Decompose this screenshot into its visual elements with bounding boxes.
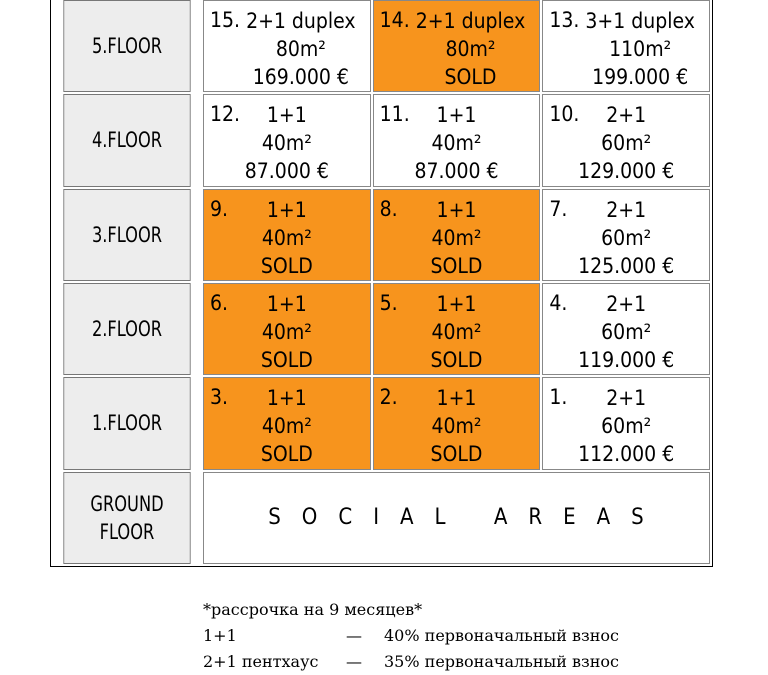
unit-7 — [542, 189, 710, 281]
note-dash: — — [346, 626, 362, 645]
unit-area: 110m² — [609, 37, 672, 61]
unit-number: 3. — [210, 385, 229, 410]
unit-type: 2+1 — [606, 386, 647, 411]
unit-8 — [373, 189, 541, 281]
note-row — [203, 649, 619, 675]
payment-notes — [203, 597, 619, 675]
note-type: 1+1 — [203, 626, 237, 645]
ground-label-line1: GROUND — [90, 491, 164, 516]
unit-price: 87.000 € — [414, 159, 499, 184]
unit-6 — [203, 283, 371, 375]
unit-number: 4. — [549, 291, 568, 315]
unit-number: 7. — [549, 196, 568, 221]
floor-plan-table — [50, 0, 713, 567]
unit-number: 1. — [549, 385, 568, 410]
floor-label-2: 2.FLOOR — [63, 283, 190, 375]
unit-type: 1+1 — [266, 386, 307, 411]
installment-note: *рассрочка на 9 месяцев* — [203, 600, 423, 619]
unit-area: 60m² — [601, 225, 652, 250]
unit-area: 80m² — [445, 37, 496, 61]
floor-label-3: 3.FLOOR — [63, 189, 190, 281]
unit-5 — [373, 283, 541, 375]
unit-type: 1+1 — [436, 386, 477, 411]
unit-area: 40m² — [261, 320, 312, 344]
social-areas: SOCIAL AREAS — [203, 472, 710, 564]
unit-type: 3+1 duplex — [585, 9, 695, 33]
unit-14 — [373, 0, 541, 92]
unit-type: 1+1 — [436, 103, 477, 128]
unit-number: 9. — [210, 196, 229, 221]
unit-type: 2+1 duplex — [246, 9, 356, 33]
unit-price: 112.000 € — [578, 442, 675, 467]
note-dash: — — [346, 652, 362, 671]
unit-status: SOLD — [430, 442, 483, 467]
unit-number: 2. — [379, 385, 398, 410]
unit-10 — [542, 94, 710, 186]
unit-2 — [373, 377, 541, 469]
note-text: 40% первоначальный взнос — [384, 626, 619, 645]
unit-status: SOLD — [430, 348, 483, 372]
unit-price: 129.000 € — [578, 159, 675, 184]
unit-type: 2+1 — [606, 292, 647, 316]
unit-4 — [542, 283, 710, 375]
unit-price: 119.000 € — [578, 348, 675, 372]
unit-type: 2+1 duplex — [415, 9, 526, 33]
floor-label-4: 4.FLOOR — [63, 94, 190, 186]
unit-number: 14. — [379, 8, 410, 32]
unit-area: 40m² — [431, 414, 482, 439]
unit-1 — [542, 377, 710, 469]
unit-12 — [203, 94, 371, 186]
unit-status: SOLD — [260, 442, 313, 467]
unit-area: 40m² — [431, 225, 482, 250]
note-type: 2+1 пентхаус — [203, 652, 319, 671]
unit-status: SOLD — [430, 253, 483, 278]
unit-number: 6. — [210, 291, 229, 315]
unit-price: 125.000 € — [578, 253, 675, 278]
unit-type: 1+1 — [266, 197, 307, 222]
unit-3 — [203, 377, 371, 469]
unit-number: 13. — [549, 8, 580, 32]
unit-price: 87.000 € — [244, 159, 329, 184]
note-row — [203, 623, 619, 649]
unit-area: 40m² — [431, 320, 482, 344]
unit-area: 40m² — [431, 131, 482, 156]
unit-number: 5. — [379, 291, 398, 315]
unit-11 — [373, 94, 541, 186]
unit-status: SOLD — [260, 348, 313, 372]
unit-area: 80m² — [275, 37, 326, 61]
note-text: 35% первоначальный взнос — [384, 652, 619, 671]
unit-price: 169.000 € — [252, 65, 349, 89]
unit-status: SOLD — [260, 253, 313, 278]
unit-price: 199.000 € — [592, 65, 689, 89]
unit-area: 60m² — [601, 131, 652, 156]
unit-type: 2+1 — [606, 103, 647, 128]
unit-number: 11. — [379, 102, 410, 127]
unit-number: 8. — [379, 196, 398, 221]
floor-label-5: 5.FLOOR — [63, 0, 190, 92]
unit-type: 1+1 — [436, 292, 477, 316]
unit-type: 1+1 — [266, 103, 307, 128]
unit-area: 60m² — [601, 320, 652, 344]
floor-label-1: 1.FLOOR — [63, 377, 190, 469]
unit-9 — [203, 189, 371, 281]
ground-label-line2: FLOOR — [99, 519, 155, 544]
unit-number: 12. — [210, 102, 241, 127]
unit-type: 1+1 — [436, 197, 477, 222]
unit-number: 10. — [549, 102, 580, 127]
floor-label-ground — [63, 472, 190, 564]
unit-type: 2+1 — [606, 197, 647, 222]
unit-area: 40m² — [261, 131, 312, 156]
unit-status: SOLD — [444, 65, 497, 89]
unit-13 — [542, 0, 710, 92]
unit-area: 40m² — [261, 225, 312, 250]
unit-15 — [203, 0, 371, 92]
unit-area: 40m² — [261, 414, 312, 439]
unit-area: 60m² — [601, 414, 652, 439]
unit-type: 1+1 — [266, 292, 307, 316]
unit-number: 15. — [210, 8, 241, 32]
